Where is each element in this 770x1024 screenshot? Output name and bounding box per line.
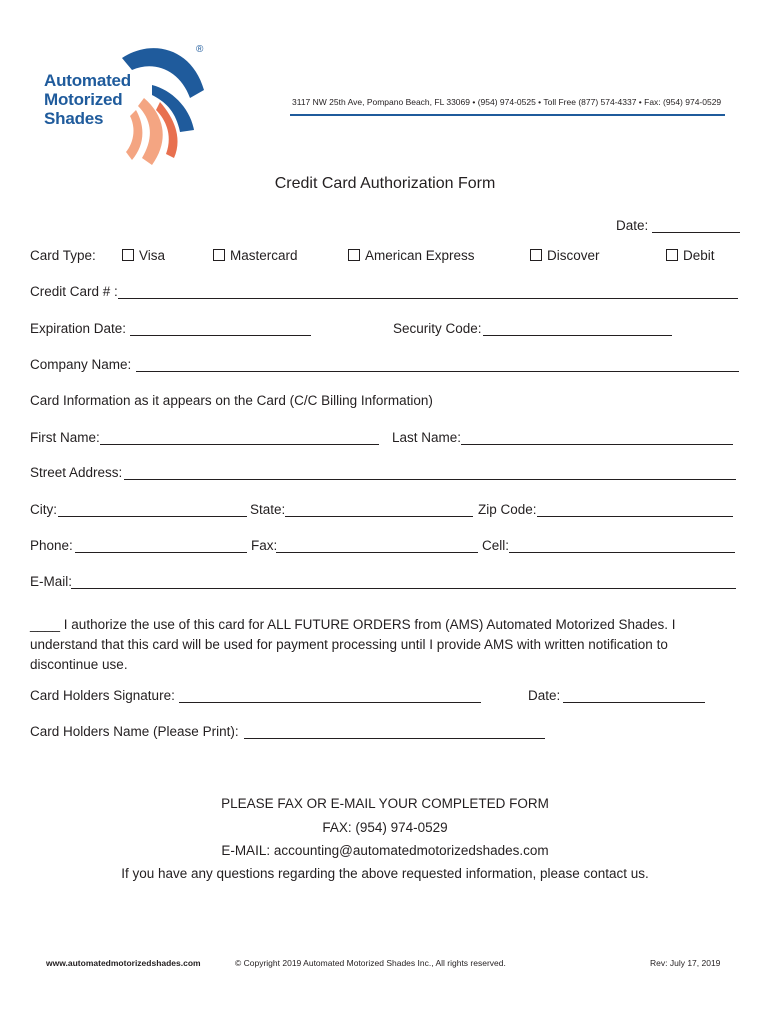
company-address: 3117 NW 25th Ave, Pompano Beach, FL 33069 • (954) 974-0525 • Toll Free (877) 574-4337 • Fax: (954) 974-0529: [292, 97, 722, 107]
logo-line1: Automated: [44, 71, 131, 90]
city-field[interactable]: [58, 516, 247, 517]
state-field[interactable]: [285, 516, 473, 517]
instructions-fax: FAX: (954) 974-0529: [322, 820, 448, 835]
fax-label: Fax:: [251, 538, 278, 553]
company-field[interactable]: [136, 371, 739, 372]
last-name-field[interactable]: [461, 444, 733, 445]
mastercard-checkbox[interactable]: [213, 248, 298, 264]
credit-card-label: Credit Card # :: [30, 284, 118, 299]
fax-field[interactable]: [276, 552, 478, 553]
authorization-paragraph: [30, 615, 730, 675]
zip-label: Zip Code:: [478, 502, 537, 517]
state-label: State:: [250, 502, 286, 517]
checkbox-icon: [530, 249, 542, 261]
zip-field[interactable]: [537, 516, 733, 517]
signature-label: Card Holders Signature:: [30, 688, 175, 703]
authorization-initial-blank[interactable]: ____: [30, 617, 61, 632]
instructions-contact: If you have any questions regarding the above requested information, please contact us.: [121, 866, 649, 881]
expiration-field[interactable]: [130, 335, 311, 336]
instructions-line1: PLEASE FAX OR E-MAIL YOUR COMPLETED FORM: [221, 796, 549, 811]
security-code-label: Security Code:: [393, 321, 482, 336]
footer-copyright: © Copyright 2019 Automated Motorized Shades Inc., All rights reserved.: [235, 958, 506, 968]
card-type-label: Card Type:: [30, 248, 96, 263]
expiration-label: Expiration Date:: [30, 321, 127, 336]
company-label: Company Name:: [30, 357, 132, 372]
form-title: Credit Card Authorization Form: [274, 175, 496, 192]
checkbox-icon: [348, 249, 360, 261]
debit-checkbox[interactable]: [666, 248, 715, 264]
authorization-text: I authorize the use of this card for ALL FUTURE ORDERS from (AMS) Automated Motorized Shades. I understand that this card will be used for payment processing until I provide AMS with written notification to discontinue use.: [30, 617, 676, 672]
registered-mark: ®: [196, 44, 204, 55]
visa-checkbox[interactable]: [122, 248, 165, 264]
logo-line2: Motorized: [44, 90, 123, 109]
cell-label: Cell:: [482, 538, 510, 553]
billing-heading: Card Information as it appears on the Card (C/C Billing Information): [30, 393, 433, 408]
email-label: E-Mail:: [30, 574, 73, 589]
date-field[interactable]: [652, 232, 740, 233]
checkbox-icon: [213, 249, 225, 261]
city-label: City:: [30, 502, 57, 517]
instructions-email[interactable]: E-MAIL: accounting@automatedmotorizedshades.com: [221, 843, 549, 858]
first-name-field[interactable]: [100, 444, 379, 445]
american-express-label: American Express: [365, 248, 475, 263]
email-field[interactable]: [71, 588, 736, 589]
print-name-field[interactable]: [244, 738, 545, 739]
discover-label: Discover: [547, 248, 600, 263]
footer-website-link[interactable]: www.automatedmotorizedshades.com: [46, 958, 201, 968]
signature-date-field[interactable]: [563, 702, 705, 703]
american-express-checkbox[interactable]: [348, 248, 475, 264]
first-name-label: First Name:: [30, 430, 100, 445]
print-name-label: Card Holders Name (Please Print):: [30, 724, 239, 739]
phone-label: Phone:: [30, 538, 73, 553]
checkbox-icon: [666, 249, 678, 261]
checkbox-icon: [122, 249, 134, 261]
security-code-field[interactable]: [483, 335, 672, 336]
signature-date-label: Date:: [528, 688, 561, 703]
date-label: Date:: [616, 218, 649, 233]
phone-field[interactable]: [75, 552, 247, 553]
visa-label: Visa: [139, 248, 166, 263]
footer-revision: Rev: July 17, 2019: [650, 958, 721, 968]
discover-checkbox[interactable]: [530, 248, 600, 264]
header-rule: [290, 114, 725, 116]
street-label: Street Address:: [30, 465, 123, 480]
street-field[interactable]: [124, 479, 736, 480]
signature-field[interactable]: [179, 702, 481, 703]
debit-label: Debit: [683, 248, 715, 263]
credit-card-field[interactable]: [118, 298, 738, 299]
logo-line3: Shades: [44, 109, 104, 128]
cell-field[interactable]: [509, 552, 735, 553]
logo-wordmark: [44, 71, 131, 128]
last-name-label: Last Name:: [392, 430, 462, 445]
mastercard-label: Mastercard: [230, 248, 298, 263]
